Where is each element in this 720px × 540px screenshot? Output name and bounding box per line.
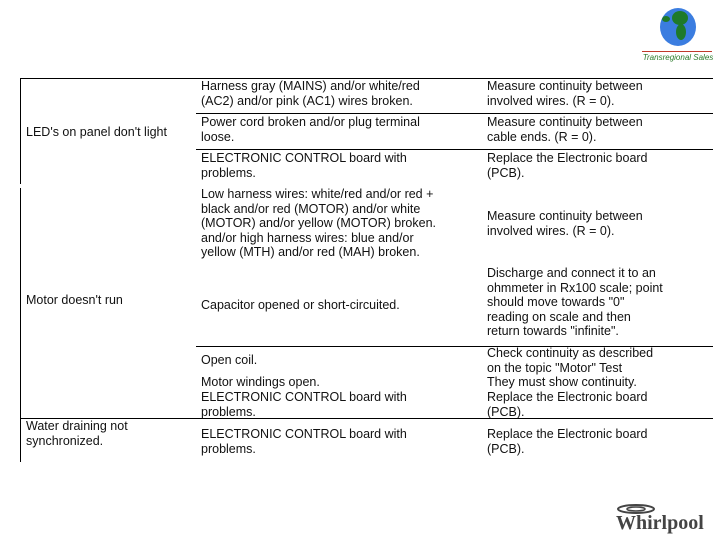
row-divider	[196, 113, 713, 114]
action-cell: Measure continuity between involved wires. (R = 0).	[487, 209, 643, 238]
symptom-cell: Motor doesn't run	[26, 293, 123, 307]
action-cell: Discharge and connect it to an ohmmeter in Rx100 scale; point should move towards "0" reading on scale and then return towards "infinite".	[487, 266, 663, 338]
transregional-sales-logo	[640, 6, 716, 70]
whirlpool-logo	[612, 503, 716, 537]
cause-cell: Open coil.	[201, 353, 258, 367]
cause-cell: ELECTRONIC CONTROL board with problems.	[201, 390, 407, 419]
action-cell: Measure continuity between cable ends. (R = 0).	[487, 115, 643, 144]
whirlpool-wordmark: Whirlpool	[616, 512, 704, 534]
cause-cell: ELECTRONIC CONTROL board with problems.	[201, 427, 407, 456]
cause-cell: ELECTRONIC CONTROL board with problems.	[201, 151, 407, 180]
logo-text: Transregional Sales	[642, 53, 714, 62]
action-cell: Replace the Electronic board (PCB).	[487, 151, 648, 180]
cause-cell: Capacitor opened or short-circuited.	[201, 298, 400, 312]
cause-cell: Harness gray (MAINS) and/or white/red (AC2) and/or pink (AC1) wires broken.	[201, 79, 420, 108]
cause-cell: Low harness wires: white/red and/or red + black and/or red (MOTOR) and/or white (MOTOR) and/or yellow (MOTOR) broken. and/or high harness wires: blue and/or yellow (MTH) and/or red (MAH) broken.	[201, 187, 437, 259]
action-cell: Check continuity as described on the topic "Motor" Test They must show continuity.	[487, 346, 654, 389]
action-cell: Measure continuity between involved wires. (R = 0).	[487, 79, 643, 108]
logo-rule	[642, 51, 712, 52]
cause-cell: Motor windings open.	[201, 375, 320, 389]
symptom-cell: Water draining not synchronized.	[26, 419, 128, 448]
table-left-border	[20, 78, 21, 184]
cause-cell: Power cord broken and/or plug terminal loose.	[201, 115, 420, 144]
symptom-cell: LED's on panel don't light	[26, 125, 167, 139]
row-divider	[196, 149, 713, 150]
table-left-border	[20, 188, 21, 462]
action-cell: Replace the Electronic board (PCB).	[487, 390, 648, 419]
globe-icon	[660, 8, 696, 46]
action-cell: Replace the Electronic board (PCB).	[487, 427, 648, 456]
